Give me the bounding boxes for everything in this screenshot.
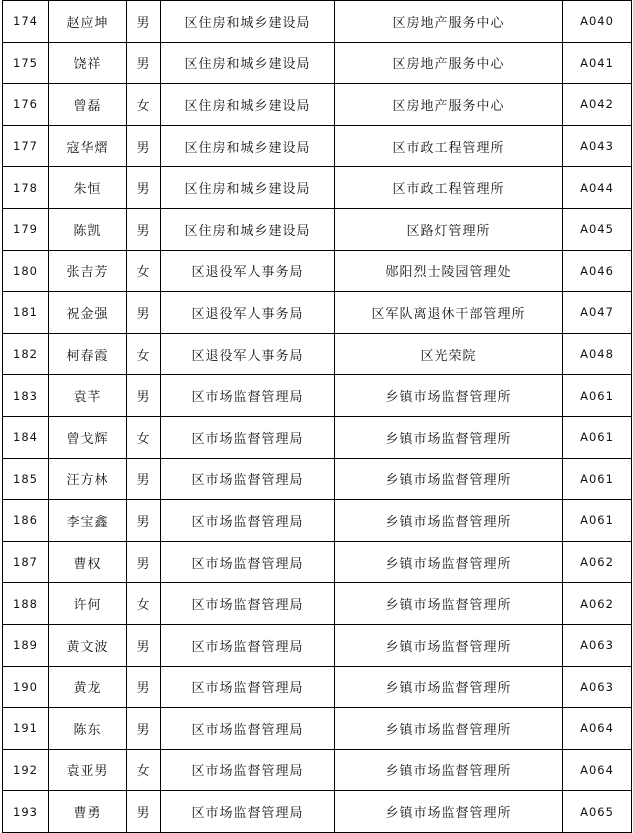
gender: 男 (127, 708, 161, 750)
table-row (3, 42, 632, 84)
row-number: 184 (3, 416, 49, 458)
person-name: 陈凯 (49, 208, 127, 250)
row-number: 191 (3, 708, 49, 750)
position-code: A042 (563, 84, 632, 126)
position-code: A063 (563, 624, 632, 666)
person-name: 饶祥 (49, 42, 127, 84)
gender: 男 (127, 208, 161, 250)
gender: 男 (127, 1, 161, 43)
row-number: 176 (3, 84, 49, 126)
row-number: 189 (3, 624, 49, 666)
row-number: 180 (3, 250, 49, 292)
row-number: 187 (3, 541, 49, 583)
person-name: 祝金强 (49, 292, 127, 334)
department: 区退役军人事务局 (161, 292, 335, 334)
position-code: A061 (563, 458, 632, 500)
work-unit: 乡镇市场监督管理所 (335, 416, 563, 458)
work-unit: 区军队离退休干部管理所 (335, 292, 563, 334)
department: 区市场监督管理局 (161, 583, 335, 625)
person-name: 曹勇 (49, 791, 127, 833)
person-name: 陈东 (49, 708, 127, 750)
position-code: A040 (563, 1, 632, 43)
work-unit: 区市政工程管理所 (335, 125, 563, 167)
roster-table (2, 0, 632, 833)
work-unit: 区光荣院 (335, 333, 563, 375)
table-row (3, 208, 632, 250)
gender: 男 (127, 458, 161, 500)
gender: 男 (127, 624, 161, 666)
row-number: 175 (3, 42, 49, 84)
table-row (3, 583, 632, 625)
work-unit: 区房地产服务中心 (335, 1, 563, 43)
department: 区市场监督管理局 (161, 791, 335, 833)
table-row (3, 167, 632, 209)
table-row (3, 292, 632, 334)
row-number: 192 (3, 749, 49, 791)
department: 区住房和城乡建设局 (161, 125, 335, 167)
person-name: 袁亚男 (49, 749, 127, 791)
work-unit: 乡镇市场监督管理所 (335, 500, 563, 542)
work-unit: 区路灯管理所 (335, 208, 563, 250)
person-name: 曾磊 (49, 84, 127, 126)
work-unit: 乡镇市场监督管理所 (335, 624, 563, 666)
gender: 男 (127, 167, 161, 209)
gender: 男 (127, 292, 161, 334)
row-number: 193 (3, 791, 49, 833)
person-name: 许何 (49, 583, 127, 625)
department: 区市场监督管理局 (161, 624, 335, 666)
position-code: A064 (563, 749, 632, 791)
gender: 女 (127, 416, 161, 458)
gender: 男 (127, 500, 161, 542)
table-row (3, 749, 632, 791)
gender: 男 (127, 42, 161, 84)
person-name: 李宝鑫 (49, 500, 127, 542)
table-row (3, 791, 632, 833)
work-unit: 郧阳烈士陵园管理处 (335, 250, 563, 292)
position-code: A043 (563, 125, 632, 167)
row-number: 186 (3, 500, 49, 542)
row-number: 183 (3, 375, 49, 417)
position-code: A047 (563, 292, 632, 334)
gender: 男 (127, 125, 161, 167)
position-code: A041 (563, 42, 632, 84)
gender: 女 (127, 749, 161, 791)
person-name: 张吉芳 (49, 250, 127, 292)
department: 区市场监督管理局 (161, 416, 335, 458)
position-code: A062 (563, 541, 632, 583)
department: 区退役军人事务局 (161, 333, 335, 375)
table-row (3, 458, 632, 500)
department: 区市场监督管理局 (161, 541, 335, 583)
department: 区退役军人事务局 (161, 250, 335, 292)
department: 区市场监督管理局 (161, 458, 335, 500)
work-unit: 区房地产服务中心 (335, 42, 563, 84)
department: 区市场监督管理局 (161, 749, 335, 791)
gender: 男 (127, 541, 161, 583)
work-unit: 乡镇市场监督管理所 (335, 375, 563, 417)
gender: 女 (127, 583, 161, 625)
position-code: A061 (563, 500, 632, 542)
row-number: 190 (3, 666, 49, 708)
row-number: 188 (3, 583, 49, 625)
gender: 女 (127, 250, 161, 292)
work-unit: 乡镇市场监督管理所 (335, 583, 563, 625)
row-number: 174 (3, 1, 49, 43)
row-number: 185 (3, 458, 49, 500)
position-code: A065 (563, 791, 632, 833)
person-name: 寇华熠 (49, 125, 127, 167)
table-row (3, 500, 632, 542)
position-code: A046 (563, 250, 632, 292)
position-code: A048 (563, 333, 632, 375)
person-name: 朱恒 (49, 167, 127, 209)
gender: 男 (127, 791, 161, 833)
table-row (3, 250, 632, 292)
person-name: 黄文波 (49, 624, 127, 666)
work-unit: 乡镇市场监督管理所 (335, 791, 563, 833)
table-row (3, 416, 632, 458)
person-name: 曹权 (49, 541, 127, 583)
roster-table-body (3, 1, 632, 833)
department: 区住房和城乡建设局 (161, 42, 335, 84)
work-unit: 乡镇市场监督管理所 (335, 541, 563, 583)
table-row (3, 84, 632, 126)
work-unit: 乡镇市场监督管理所 (335, 458, 563, 500)
person-name: 赵应坤 (49, 1, 127, 43)
row-number: 178 (3, 167, 49, 209)
person-name: 柯春霞 (49, 333, 127, 375)
person-name: 黄龙 (49, 666, 127, 708)
table-row (3, 375, 632, 417)
work-unit: 乡镇市场监督管理所 (335, 708, 563, 750)
table-row (3, 541, 632, 583)
department: 区市场监督管理局 (161, 375, 335, 417)
work-unit: 乡镇市场监督管理所 (335, 666, 563, 708)
person-name: 汪方林 (49, 458, 127, 500)
work-unit: 乡镇市场监督管理所 (335, 749, 563, 791)
department: 区市场监督管理局 (161, 708, 335, 750)
table-row (3, 666, 632, 708)
person-name: 袁芊 (49, 375, 127, 417)
row-number: 177 (3, 125, 49, 167)
work-unit: 区房地产服务中心 (335, 84, 563, 126)
position-code: A061 (563, 375, 632, 417)
position-code: A044 (563, 167, 632, 209)
table-row (3, 708, 632, 750)
department: 区住房和城乡建设局 (161, 1, 335, 43)
position-code: A045 (563, 208, 632, 250)
position-code: A062 (563, 583, 632, 625)
person-name: 曾戈辉 (49, 416, 127, 458)
department: 区市场监督管理局 (161, 666, 335, 708)
row-number: 181 (3, 292, 49, 334)
department: 区住房和城乡建设局 (161, 167, 335, 209)
position-code: A063 (563, 666, 632, 708)
table-row (3, 125, 632, 167)
row-number: 179 (3, 208, 49, 250)
gender: 女 (127, 333, 161, 375)
gender: 男 (127, 375, 161, 417)
department: 区市场监督管理局 (161, 500, 335, 542)
department: 区住房和城乡建设局 (161, 208, 335, 250)
gender: 男 (127, 666, 161, 708)
gender: 女 (127, 84, 161, 126)
row-number: 182 (3, 333, 49, 375)
table-row (3, 333, 632, 375)
position-code: A061 (563, 416, 632, 458)
work-unit: 区市政工程管理所 (335, 167, 563, 209)
position-code: A064 (563, 708, 632, 750)
department: 区住房和城乡建设局 (161, 84, 335, 126)
table-row (3, 1, 632, 43)
table-row (3, 624, 632, 666)
